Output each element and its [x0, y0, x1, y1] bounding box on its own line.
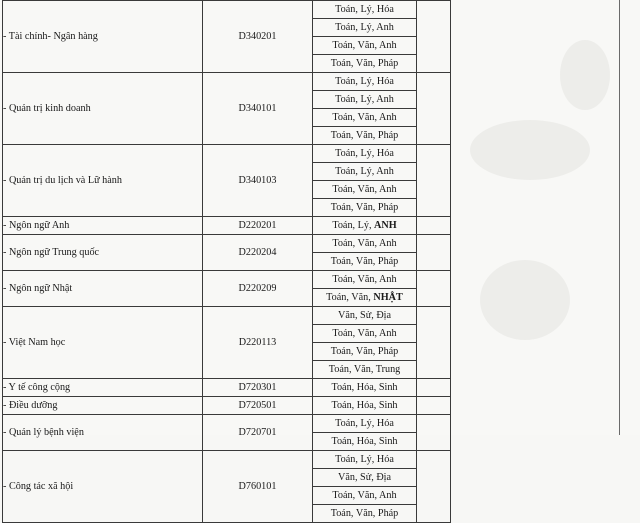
- subject-combination: [313, 469, 417, 487]
- table-row: [3, 1, 451, 19]
- subject-combination: [313, 235, 417, 253]
- subject-combination: [313, 253, 417, 271]
- major-code: D720501: [203, 397, 313, 415]
- combination-text: Toán, Lý, Anh: [335, 22, 394, 33]
- major-name: - Việt Nam học: [3, 307, 203, 379]
- major-code: D220204: [203, 235, 313, 271]
- major-name: - Ngôn ngữ Trung quốc: [3, 235, 203, 271]
- table-row: [3, 379, 451, 397]
- combination-text: Toán, Hóa, Sinh: [331, 400, 398, 411]
- subject-combination: [313, 1, 417, 19]
- major-name: - Điều dưỡng: [3, 397, 203, 415]
- blank-cell: [417, 145, 451, 217]
- combination-text: Toán, Văn, Pháp: [330, 508, 399, 519]
- subject-combination: [313, 379, 417, 397]
- table-row: [3, 307, 451, 325]
- major-code: D220209: [203, 271, 313, 307]
- major-code: D720701: [203, 415, 313, 451]
- major-code: D760101: [203, 451, 313, 523]
- subject-combination: [313, 127, 417, 145]
- major-code: D220113: [203, 307, 313, 379]
- combination-text: Toán, Hóa, Sinh: [331, 436, 398, 447]
- subject-combination: [313, 163, 417, 181]
- combination-text: Toán, Văn, Anh: [332, 40, 397, 51]
- subject-combination: [313, 325, 417, 343]
- subject-combination: [313, 181, 417, 199]
- scan-smudge: [480, 260, 570, 340]
- blank-cell: [417, 307, 451, 379]
- combination-text: Toán, Lý, Hóa: [335, 454, 394, 465]
- subject-combination: [313, 145, 417, 163]
- subject-combination: [313, 289, 417, 307]
- combination-text: Toán, Văn, Anh: [332, 490, 397, 501]
- subject-combination: [313, 271, 417, 289]
- subject-combination: [313, 343, 417, 361]
- subject-combination: [313, 55, 417, 73]
- blank-cell: [417, 271, 451, 307]
- subject-combination: [313, 37, 417, 55]
- subject-combination: [313, 361, 417, 379]
- subject-combination: [313, 19, 417, 37]
- majors-table-body: [3, 1, 451, 523]
- table-row: [3, 235, 451, 253]
- combination-text: Toán, Văn, Pháp: [330, 256, 399, 267]
- combination-text: Toán, Lý, Hóa: [335, 4, 394, 15]
- table-row: [3, 217, 451, 235]
- combination-text: Toán, Văn,: [326, 292, 374, 303]
- subject-combination: [313, 199, 417, 217]
- major-code: D220201: [203, 217, 313, 235]
- blank-cell: [417, 235, 451, 271]
- combination-text: Toán, Văn, Anh: [332, 238, 397, 249]
- combination-text: Toán, Lý, Anh: [335, 166, 394, 177]
- major-name: - Ngôn ngữ Nhật: [3, 271, 203, 307]
- blank-cell: [417, 217, 451, 235]
- combination-text: Văn, Sử, Địa: [337, 310, 392, 321]
- combination-text: Toán, Lý, Hóa: [335, 76, 394, 87]
- combination-text: Toán, Lý,: [332, 220, 375, 231]
- major-code: D720301: [203, 379, 313, 397]
- blank-cell: [417, 415, 451, 451]
- combination-text: Toán, Văn, Anh: [332, 112, 397, 123]
- subject-combination: [313, 487, 417, 505]
- table-row: [3, 271, 451, 289]
- major-name: - Tài chính- Ngân hàng: [3, 1, 203, 73]
- combination-text: Toán, Văn, Pháp: [330, 130, 399, 141]
- combination-text: Toán, Văn, Anh: [332, 184, 397, 195]
- subject-combination: [313, 415, 417, 433]
- combination-emphasis: ANH: [374, 220, 397, 231]
- blank-cell: [417, 73, 451, 145]
- combination-text: Toán, Văn, Trung: [328, 364, 401, 375]
- major-code: D340103: [203, 145, 313, 217]
- combination-text: Toán, Văn, Pháp: [330, 58, 399, 69]
- combination-emphasis: NHẬT: [373, 292, 403, 303]
- combination-text: Toán, Hóa, Sinh: [331, 382, 398, 393]
- table-row: [3, 415, 451, 433]
- blank-cell: [417, 379, 451, 397]
- subject-combination: [313, 505, 417, 523]
- major-code: D340101: [203, 73, 313, 145]
- subject-combination: [313, 217, 417, 235]
- scan-smudge: [560, 40, 610, 110]
- subject-combination: [313, 397, 417, 415]
- subject-combination: [313, 91, 417, 109]
- major-name: - Quản lý bệnh viện: [3, 415, 203, 451]
- major-name: - Quản trị kinh doanh: [3, 73, 203, 145]
- majors-table: [2, 0, 451, 523]
- combination-text: Toán, Lý, Hóa: [335, 418, 394, 429]
- subject-combination: [313, 433, 417, 451]
- major-code: D340201: [203, 1, 313, 73]
- combination-text: Toán, Văn, Pháp: [330, 346, 399, 357]
- major-name: - Ngôn ngữ Anh: [3, 217, 203, 235]
- table-row: [3, 73, 451, 91]
- combination-text: Toán, Văn, Anh: [332, 274, 397, 285]
- subject-combination: [313, 109, 417, 127]
- table-row: [3, 145, 451, 163]
- page-border-line: [619, 0, 620, 435]
- subject-combination: [313, 73, 417, 91]
- scan-smudge: [470, 120, 590, 180]
- combination-text: Toán, Văn, Anh: [332, 328, 397, 339]
- blank-cell: [417, 397, 451, 415]
- blank-cell: [417, 451, 451, 523]
- major-name: - Quản trị du lịch và Lữ hành: [3, 145, 203, 217]
- major-name: - Y tế công cộng: [3, 379, 203, 397]
- combination-text: Toán, Lý, Hóa: [335, 148, 394, 159]
- table-row: [3, 397, 451, 415]
- blank-cell: [417, 1, 451, 73]
- subject-combination: [313, 451, 417, 469]
- combination-text: Toán, Lý, Anh: [335, 94, 394, 105]
- major-name: - Công tác xã hội: [3, 451, 203, 523]
- subject-combination: [313, 307, 417, 325]
- table-row: [3, 451, 451, 469]
- combination-text: Văn, Sử, Địa: [337, 472, 392, 483]
- combination-text: Toán, Văn, Pháp: [330, 202, 399, 213]
